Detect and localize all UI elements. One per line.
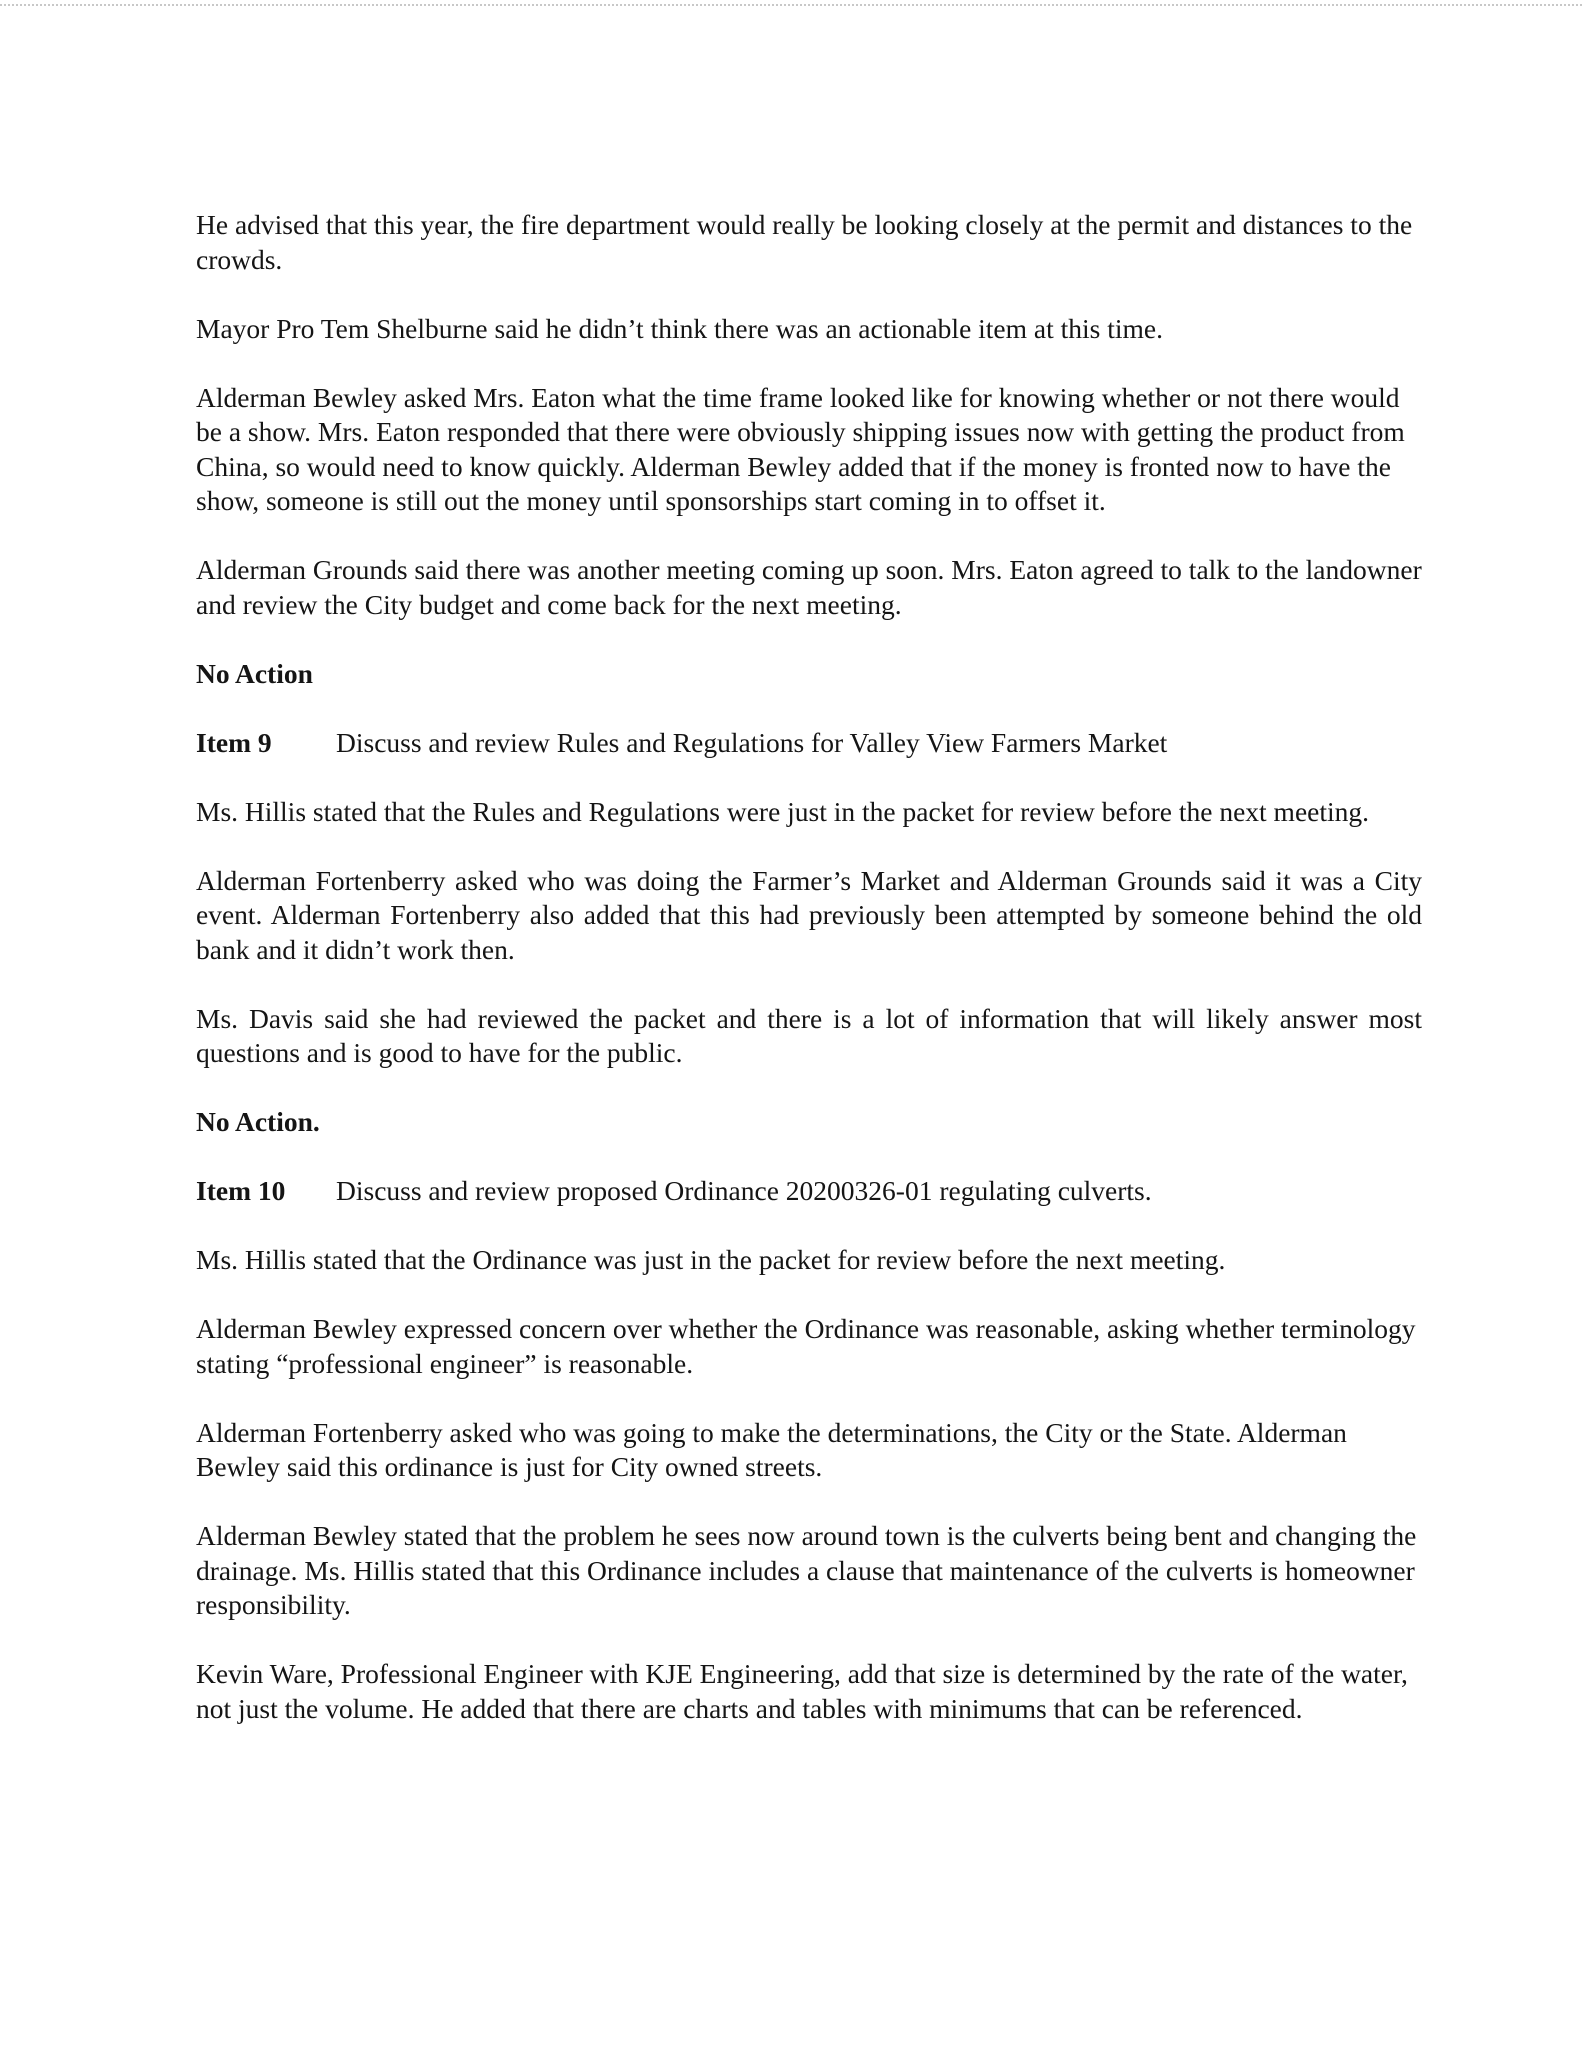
paragraph-grounds-meeting: Alderman Grounds said there was another meeting coming up soon. Mrs. Eaton agreed to talk to the landowner and review the City budget and come back for the next meeting.	[196, 554, 1422, 620]
paragraph-hillis-rules: Ms. Hillis stated that the Rules and Regulations were just in the packet for review before the next meeting.	[196, 795, 1370, 827]
no-action-label: No Action	[196, 657, 313, 689]
paragraph-bewley-eaton: Alderman Bewley asked Mrs. Eaton what the time frame looked like for knowing whether or not there would be a show. Mrs. Eaton responded that there were obviously shipping issues now with getting the product from China, so would need to know quickly. Alderman Bewley added that if the money is fronted now to have the show, someone is still out the money until sponsorships start coming in to offset it.	[196, 381, 1405, 516]
paragraph-davis-packet: Ms. Davis said she had reviewed the packet and there is a lot of information that will likely answer most questions and is good to have for the public.	[196, 1002, 1422, 1068]
paragraph-fortenberry-determinations: Alderman Fortenberry asked who was going to make the determinations, the City or the State. Alderman Bewley said this ordinance is just for City owned streets.	[196, 1416, 1347, 1482]
item-9-title: Discuss and review Rules and Regulations for Valley View Farmers Market	[336, 726, 1168, 758]
item-10-number: Item 10	[196, 1175, 286, 1206]
paragraph-hillis-ordinance: Ms. Hillis stated that the Ordinance was just in the packet for review before the next meeting.	[196, 1244, 1226, 1275]
paragraph-bewley-culverts: Alderman Bewley stated that the problem he sees now around town is the culverts being bent and changing the drainage. Ms. Hillis stated that this Ordinance includes a clause that maintenance of the culverts is homeowner responsibility.	[196, 1520, 1417, 1620]
paragraph-bewley-concern: Alderman Bewley expressed concern over whether the Ordinance was reasonable, asking whether terminology stating “professional engineer” is reasonable.	[196, 1313, 1416, 1379]
no-action-label-2: No Action.	[196, 1106, 320, 1137]
scan-edge-line	[0, 4, 1582, 6]
paragraph-fire-department: He advised that this year, the fire department would really be looking closely at the permit and distances to the crowds.	[196, 209, 1413, 275]
paragraph-kevin-ware: Kevin Ware, Professional Engineer with KJE Engineering, add that size is determined by the rate of the water, not just the volume. He added that there are charts and tables with minimums that can be referenced.	[196, 1658, 1408, 1724]
paragraph-mayor-pro-tem: Mayor Pro Tem Shelburne said he didn’t think there was an actionable item at this time.	[196, 312, 1163, 344]
paragraph-fortenberry-market: Alderman Fortenberry asked who was doing the Farmer’s Market and Alderman Grounds said it was a City event. Alderman Fortenberry also added that this had previously been attempted by someone behind the old bank and it didn’t work then.	[196, 864, 1422, 965]
item-9-heading	[196, 726, 1422, 761]
item-10-title: Discuss and review proposed Ordinance 20200326-01 regulating culverts.	[336, 1175, 1152, 1206]
minutes-body	[196, 208, 1422, 1761]
item-9-number: Item 9	[196, 726, 272, 758]
item-10-heading	[196, 1174, 1422, 1209]
